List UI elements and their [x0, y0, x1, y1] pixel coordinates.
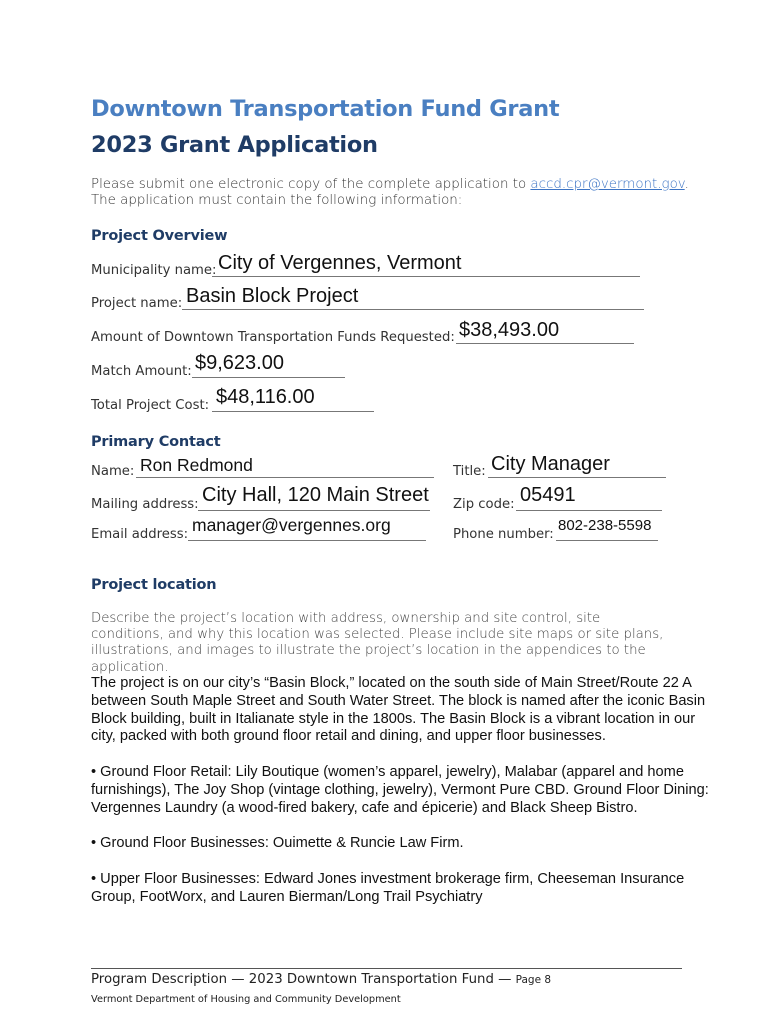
funds-requested-label: Amount of Downtown Transportation Funds Requested: — [91, 330, 455, 345]
funds-requested-line — [456, 343, 634, 344]
mailing-address-field[interactable]: City Hall, 120 Main Street — [202, 484, 429, 506]
section-heading-project-location: Project location — [91, 577, 217, 593]
mailing-address-label: Mailing address: — [91, 497, 199, 512]
footer-program-line — [91, 972, 551, 987]
document-title: Downtown Transportation Fund Grant — [91, 96, 560, 122]
zip-code-line — [516, 510, 662, 511]
contact-title-field[interactable]: City Manager — [491, 453, 610, 475]
zip-code-label: Zip code: — [453, 497, 515, 512]
location-instructions: Describe the project’s location with address, ownership and site control, site conditions, and why this location was selected. Please include site maps or site plans, illustrations, and images to illustrate the project’s location in the appendices to the application. — [91, 611, 664, 675]
location-paragraph-overview: The project is on our city’s “Basin Block,” located on the south side of Main Street/Route 22 A between South Maple Street and South Water Street. The block is named after the iconic Basin Block building, built in Italianate style in the 1800s. The Basin Block is a vibrant location in our city, packed with both ground floor retail and dining, and upper floor businesses. — [91, 675, 706, 745]
email-address-line — [188, 540, 426, 541]
phone-number-line — [556, 540, 658, 541]
intro-text — [91, 177, 689, 209]
total-cost-line — [212, 411, 374, 412]
municipality-label: Municipality name: — [91, 263, 217, 278]
footer-department: Vermont Department of Housing and Community Development — [91, 994, 401, 1005]
municipality-line — [212, 276, 640, 277]
intro-prefix: Please submit one electronic copy of the complete application to — [91, 177, 531, 192]
intro-line2: The application must contain the following information: — [91, 193, 463, 208]
footer-program-text: Program Description — 2023 Downtown Transportation Fund — — [91, 972, 516, 987]
match-amount-field[interactable]: $9,623.00 — [195, 352, 284, 374]
municipality-field[interactable]: City of Vergennes, Vermont — [218, 252, 462, 274]
location-paragraph-upper-businesses: • Upper Floor Businesses: Edward Jones investment brokerage firm, Cheeseman Insurance Group, FootWorx, and Lauren Bierman/Long Trail Psychiatry — [91, 871, 685, 905]
intro-suffix: . — [684, 177, 689, 192]
project-name-line — [182, 309, 644, 310]
section-heading-project-overview: Project Overview — [91, 228, 228, 244]
phone-number-label: Phone number: — [453, 527, 554, 542]
location-paragraph-retail: • Ground Floor Retail: Lily Boutique (women’s apparel, jewelry), Malabar (apparel and home furnishings), The Joy Shop (vintage clothing, jewelry), Vermont Pure CBD. Ground Floor Dining: Vergennes Laundry (a wood-fired bakery, cafe and épicerie) and Black Sheep Bistro. — [91, 764, 709, 816]
footer-divider — [91, 968, 682, 969]
total-cost-label: Total Project Cost: — [91, 398, 210, 413]
submission-email-link[interactable]: accd.cpr@vermont.gov — [530, 177, 685, 192]
contact-name-field[interactable]: Ron Redmond — [140, 455, 253, 475]
mailing-address-line — [198, 510, 430, 511]
footer-page-number: Page 8 — [515, 974, 552, 986]
contact-title-label: Title: — [453, 464, 486, 479]
contact-name-label: Name: — [91, 464, 135, 479]
zip-code-field[interactable]: 05491 — [520, 484, 576, 506]
total-cost-field[interactable]: $48,116.00 — [216, 386, 315, 408]
project-name-field[interactable]: Basin Block Project — [186, 285, 359, 307]
phone-number-field[interactable]: 802-238-5598 — [558, 517, 652, 534]
match-amount-label: Match Amount: — [91, 364, 192, 379]
project-name-label: Project name: — [91, 296, 183, 311]
funds-requested-field[interactable]: $38,493.00 — [459, 319, 560, 341]
location-paragraph-ground-businesses: • Ground Floor Businesses: Ouimette & Runcie Law Firm. — [91, 835, 464, 851]
section-heading-primary-contact: Primary Contact — [91, 434, 221, 450]
document-subtitle: 2023 Grant Application — [91, 132, 378, 158]
email-address-label: Email address: — [91, 527, 189, 542]
match-amount-line — [192, 377, 345, 378]
contact-title-line — [488, 477, 666, 478]
contact-name-line — [136, 477, 434, 478]
email-address-field[interactable]: manager@vergennes.org — [192, 515, 391, 535]
